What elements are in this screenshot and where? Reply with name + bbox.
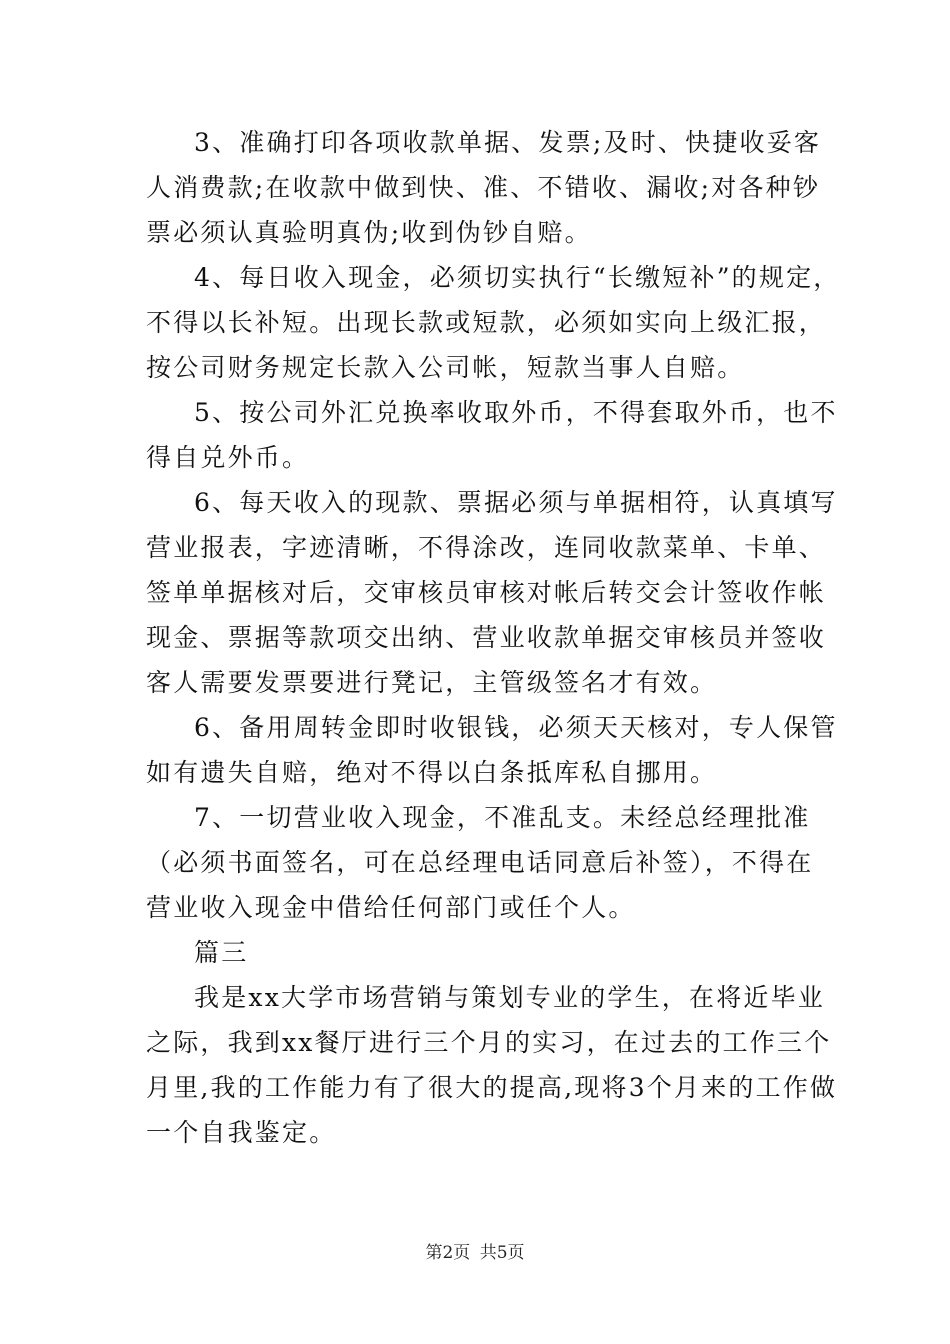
text-line: 营业报表，字迹清晰，不得涂改，连同收款菜单、卡单、	[146, 533, 827, 562]
text-line: 客人需要发票要进行凳记，主管级签名才有效。	[146, 668, 718, 697]
text-line: 4、每日收入现金，必须切实执行“长缴短补”的规定，	[194, 263, 841, 292]
text-line: 营业收入现金中借给任何部门或任个人。	[146, 893, 636, 922]
text-line: 得自兑外币。	[146, 443, 310, 472]
text-line: 6、备用周转金即时收银钱，必须天天核对，专人保管	[194, 713, 838, 742]
text-line: 月里,我的工作能力有了很大的提高,现将3个月来的工作做	[146, 1073, 838, 1102]
text-line: 不得以长补短。出现长款或短款，必须如实向上级汇报，	[146, 308, 827, 337]
text-line: 3、准确打印各项收款单据、发票;及时、快捷收妥客	[194, 128, 822, 157]
text-line: 签单单据核对后，交审核员审核对帐后转交会计签收作帐	[146, 578, 827, 607]
text-line: 6、每天收入的现款、票据必须与单据相符，认真填写	[194, 488, 838, 517]
text-line: 我是xx大学市场营销与策划专业的学生，在将近毕业	[194, 983, 826, 1012]
text-line: 7、一切营业收入现金，不准乱支。未经总经理批准	[194, 803, 811, 832]
page-total: 共5页	[479, 1243, 525, 1263]
text-line: （必须书面签名，可在总经理电话同意后补签），不得在	[146, 848, 814, 877]
text-line: 现金、票据等款项交出纳、营业收款单据交审核员并签收	[146, 623, 827, 652]
text-line: 之际，我到xx餐厅进行三个月的实习，在过去的工作三个	[146, 1028, 832, 1057]
text-line: 5、按公司外汇兑换率收取外币，不得套取外币，也不	[194, 398, 838, 427]
text-line: 票必须认真验明真伪;收到伪钞自赔。	[146, 218, 592, 247]
text-line: 人消费款;在收款中做到快、准、不错收、漏收;对各种钞	[146, 173, 821, 202]
text-line: 如有遗失自赔，绝对不得以白条抵库私自挪用。	[146, 758, 718, 787]
page-footer	[0, 1242, 950, 1264]
page-number: 第2页	[425, 1243, 471, 1263]
section-heading: 篇三	[194, 938, 249, 967]
text-line: 一个自我鉴定。	[146, 1118, 337, 1147]
text-line: 按公司财务规定长款入公司帐，短款当事人自赔。	[146, 353, 745, 382]
